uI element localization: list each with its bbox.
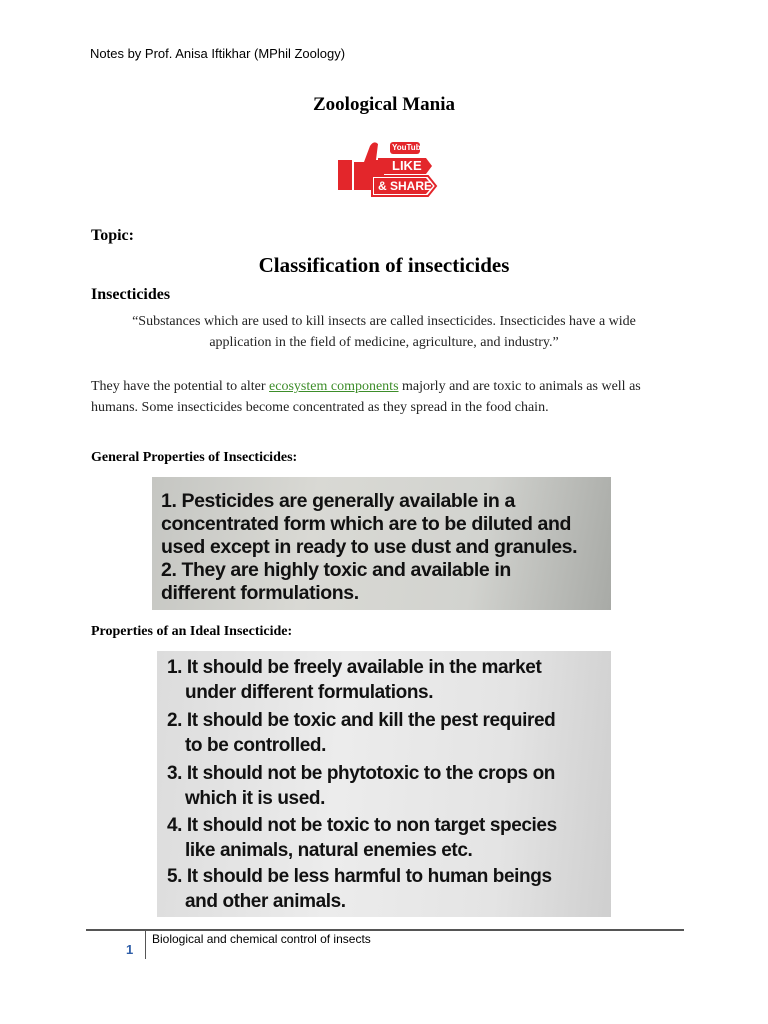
image-text-line: 5. It should be less harmful to human beings (167, 866, 552, 887)
image-text-line: 2. They are highly toxic and available in (161, 559, 511, 581)
footer-vertical-divider (145, 931, 146, 959)
youtube-badge: YouTube (392, 143, 426, 152)
topic-label: Topic: (91, 227, 134, 244)
footer-text: Biological and chemical control of insects (152, 932, 371, 946)
header-note: Notes by Prof. Anisa Iftikhar (MPhil Zoology) (90, 46, 346, 61)
paragraph-text-end: majorly and are toxic to animals as well as humans. Some insecticides become concentrated as they spread in the food chain. (91, 379, 641, 415)
footer-divider (86, 929, 684, 931)
main-title: Classification of insecticides (258, 253, 510, 277)
ecosystem-components-link[interactable]: ecosystem components (269, 379, 399, 394)
general-properties-heading: General Properties of Insecticides: (91, 450, 298, 465)
image-text-line: and other animals. (185, 891, 346, 912)
image-text-line: which it is used. (185, 788, 325, 809)
image-text-line: 1. It should be freely available in the market (167, 657, 542, 678)
section-heading: Insecticides (91, 286, 171, 303)
body-paragraph (91, 376, 689, 418)
image-text-line: 2. It should be toxic and kill the pest required (167, 710, 556, 731)
image-text-line: different formulations. (161, 582, 359, 604)
image-text-line: 4. It should not be toxic to non target species (167, 815, 557, 836)
ideal-properties-image (157, 651, 611, 917)
image-text-line: like animals, natural enemies etc. (185, 840, 473, 861)
like-share-logo (334, 136, 438, 208)
image-text-line: used except in ready to use dust and granules. (161, 536, 578, 558)
image-text-line: concentrated form which are to be diluted and (161, 513, 571, 535)
image-text-line: 1. Pesticides are generally available in a (161, 490, 515, 512)
image-text-line: under different formulations. (185, 682, 434, 703)
definition-quote: “Substances which are used to kill insects are called insecticides. Insecticides have a wide application in the field of medicine, agriculture, and industry.” (132, 314, 636, 350)
logo-like-text: LIKE (392, 158, 422, 173)
image-text-line: to be controlled. (185, 735, 326, 756)
image-text-line: 3. It should not be phytotoxic to the crops on (167, 763, 555, 784)
logo-share-text: & SHARE (378, 179, 433, 193)
site-title: Zoological Mania (313, 94, 455, 115)
ideal-properties-heading: Properties of an Ideal Insecticide: (91, 624, 293, 639)
general-properties-image (152, 477, 611, 610)
paragraph-text-start: They have the potential to alter (91, 379, 270, 394)
page-number: 1 (126, 942, 134, 957)
